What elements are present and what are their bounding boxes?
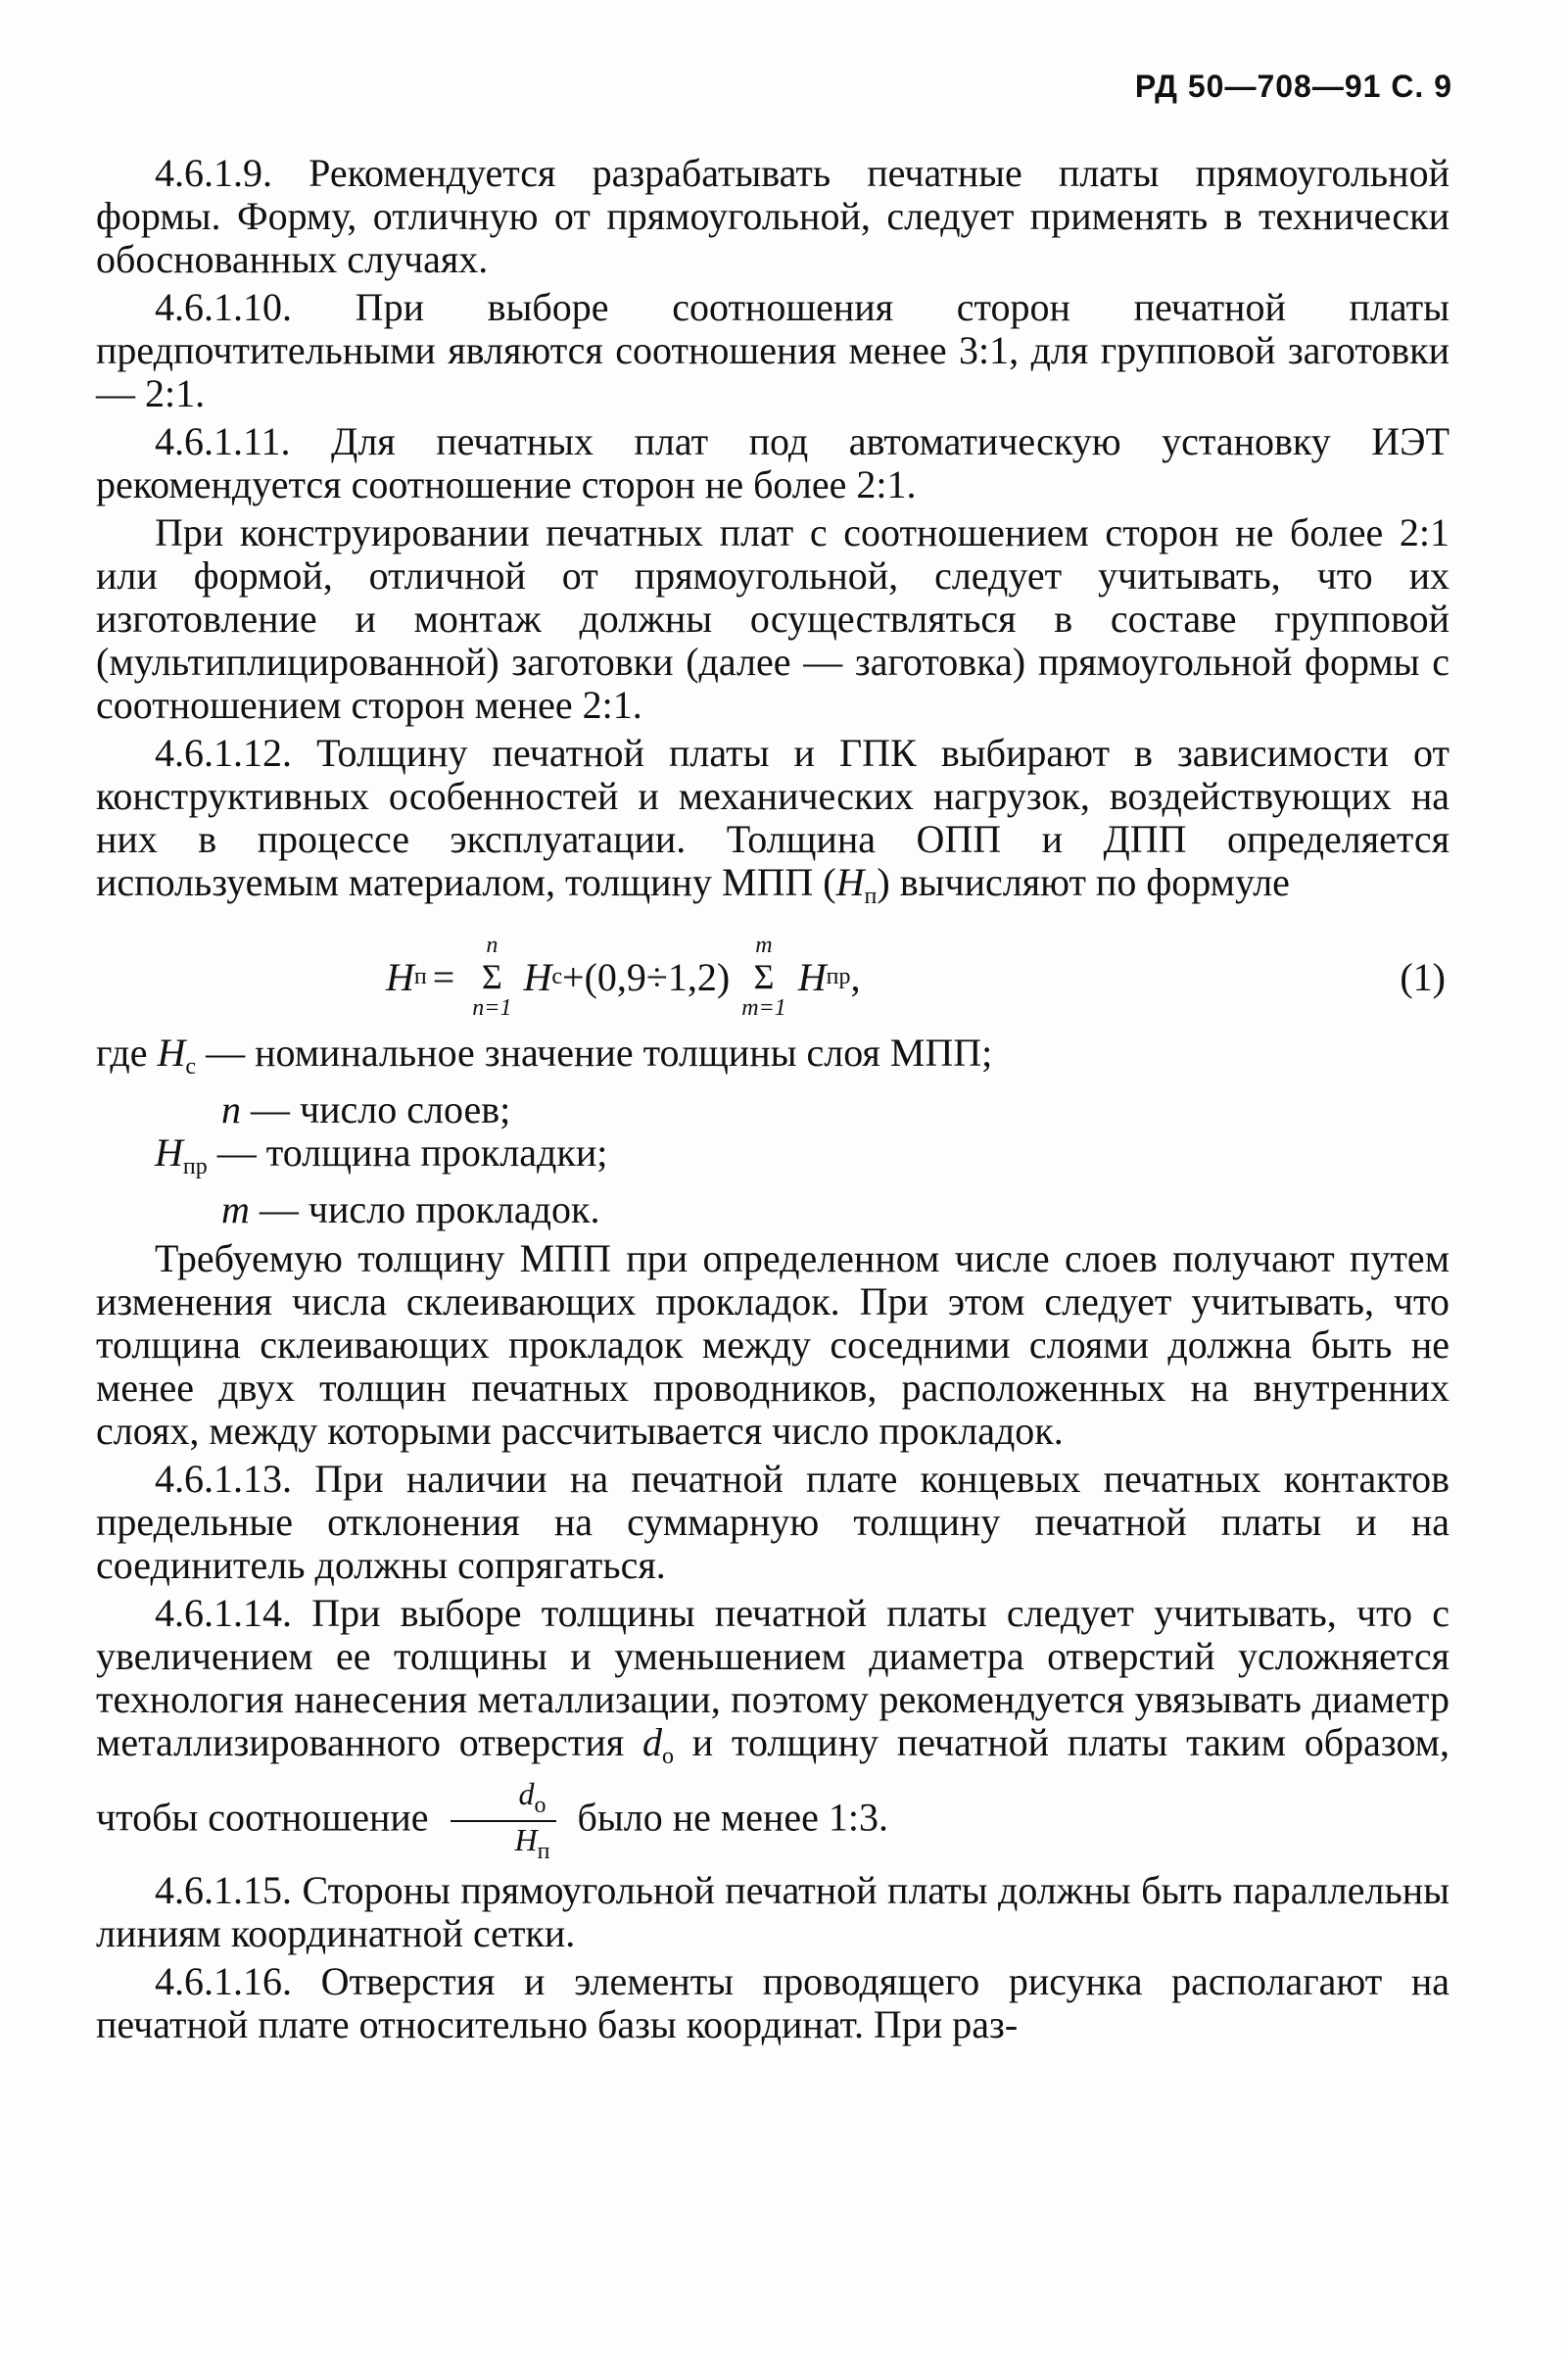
legend-n: n — число слоев; (221, 1087, 511, 1131)
formula-body: H п = n Σ n=1 H с +(0,9÷1,2) m Σ m=1 H пр , (386, 933, 861, 1021)
hn-symbol: $(H_п)$ (823, 860, 890, 909)
paragraph-4-6-1-12-text: 4.6.1.12. Толщину печатной платы и ГПК выбирают в зависимости от конструктивных особенностей и механических нагрузок, воздействующих на них в процессе эксплуатации. Толщина ОПП и ДПП определяется используемым материалом, толщину МПП (96, 731, 1449, 904)
paragraph-4-6-1-9: 4.6.1.9. Рекомендуется разрабатывать печатные платы прямоугольной формы. Форму, отличную от прямоугольной, следует применять в технически обоснованных случаях. (96, 151, 1449, 281)
ratio-fraction: $\frac{d_о}{H_п}$ (451, 1778, 556, 1864)
formula-legend (96, 1032, 1449, 1231)
paragraph-4-6-1-13: 4.6.1.13. При наличии на печатной плате концевых печатных контактов предельные отклонения на суммарную толщину печатной платы и на соединитель должны сопрягаться. (96, 1457, 1449, 1587)
formula-number: (1) (1400, 954, 1446, 999)
paragraph-4-6-1-11: 4.6.1.11. Для печатных плат под автоматическую установку ИЭТ рекомендуется соотношение сторон не более 2:1. (96, 419, 1449, 506)
legend-hpr: $H_{пр}$ — толщина прокладки; (155, 1130, 608, 1179)
paragraph-4-6-1-10: 4.6.1.10. При выборе соотношения сторон печатной платы предпочтительными являются соотношения менее 3:1, для групповой заготовки — 2:1. (96, 285, 1449, 415)
paragraph-4-6-1-12 (96, 732, 1449, 918)
sum-n: n Σ n=1 (472, 933, 512, 1021)
paragraph-4-6-1-14: 4.6.1.14. При выборе толщины печатной платы следует учитывать, что с увеличением ее толщины и уменьшением диаметра отверстий усложняется технология нанесения металлизации, поэтому рекомендуется увязывать диаметр металлизированного отверстия $d_o$ и толщину печатной платы таким образом, чтобы соотношение $\frac{d_о}{H_п}$ было не менее 1:3. (96, 1591, 1449, 1865)
paragraph-4-6-1-16: 4.6.1.16. Отверстия и элементы проводящего рисунка располагают на печатной плате относительно базы координат. При раз- (96, 1959, 1449, 2047)
formula-1 (96, 922, 1449, 1032)
paragraph-layer-thickness: Требуемую толщину МПП при определенном числе слоев получают путем изменения числа склеивающих прокладок. При этом следует учитывать, что толщина склеивающих прокладок между соседними слоями должна быть не менее двух толщин печатных проводников, расположенных на внутренних слоях, между которыми рассчитывается число прокладок. (96, 1236, 1449, 1453)
paragraph-4-6-1-12-tail: вычисляют по формуле (899, 860, 1290, 904)
paragraph-construction-note: При конструировании печатных плат с соотношением сторон не более 2:1 или формой, отличной от прямоугольной, следует учитывать, что их изготовление и монтаж должны осуществляться в составе групповой (мультиплицированной) заготовки (далее — заготовка) прямоугольной формы с соотношением сторон менее 2:1. (96, 510, 1449, 727)
legend-m: m — число прокладок. (221, 1187, 600, 1231)
paragraph-4-6-1-15: 4.6.1.15. Стороны прямоугольной печатной платы должны быть параллельны линиям координатной сетки. (96, 1868, 1449, 1956)
sum-m: m Σ m=1 (741, 933, 786, 1021)
page-header: РД 50—708—91 С. 9 (1134, 69, 1452, 104)
legend-hc: где $H_с$ — номинальное значение толщины слоя МПП; (96, 1031, 993, 1080)
document-body (96, 152, 1449, 2046)
